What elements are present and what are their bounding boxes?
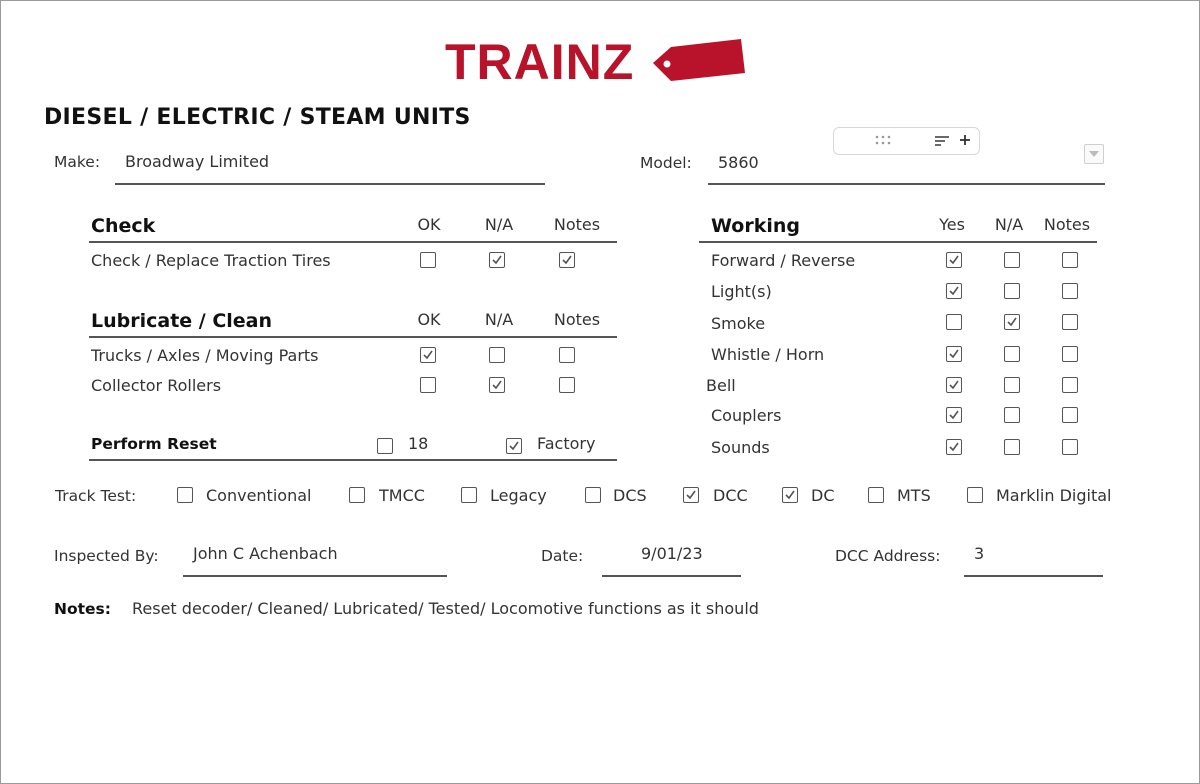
working-row-label: Sounds bbox=[711, 438, 770, 457]
track-test-option-label: DCS bbox=[613, 486, 647, 505]
working-row-yes-checkbox[interactable] bbox=[946, 377, 962, 393]
track-test-checkbox[interactable] bbox=[177, 487, 193, 503]
lubricate-row-na-checkbox[interactable] bbox=[489, 347, 505, 363]
date-field[interactable]: 9/01/23 bbox=[641, 544, 703, 563]
track-test-checkbox[interactable] bbox=[349, 487, 365, 503]
perform-reset-label: Perform Reset bbox=[91, 435, 217, 453]
table-control-toolbar bbox=[833, 127, 980, 155]
inspected-by-field[interactable]: John C Achenbach bbox=[193, 544, 338, 563]
working-row-label: Whistle / Horn bbox=[711, 345, 825, 364]
price-tag-icon bbox=[653, 37, 745, 81]
track-test-checkbox[interactable] bbox=[868, 487, 884, 503]
working-row-notes-checkbox[interactable] bbox=[1062, 252, 1078, 268]
lubricate-row-notes-checkbox[interactable] bbox=[559, 377, 575, 393]
working-row-label: Smoke bbox=[711, 314, 766, 333]
working-row-notes-checkbox[interactable] bbox=[1062, 407, 1078, 423]
working-row-yes-checkbox[interactable] bbox=[946, 314, 962, 330]
working-row-na-checkbox[interactable] bbox=[1004, 407, 1020, 423]
track-test-option-label: DC bbox=[811, 486, 835, 505]
form-title: DIESEL / ELECTRIC / STEAM UNITS bbox=[44, 105, 471, 130]
date-underline bbox=[602, 575, 741, 577]
working-col-notes: Notes bbox=[1043, 215, 1091, 234]
lubricate-row-label: Trucks / Axles / Moving Parts bbox=[91, 346, 319, 365]
notes-text[interactable]: Reset decoder/ Cleaned/ Lubricated/ Tested/ Locomotive functions as it should bbox=[132, 599, 759, 618]
date-label: Date: bbox=[541, 547, 584, 565]
lubricate-header: Lubricate / Clean bbox=[91, 310, 273, 332]
working-row-notes-checkbox[interactable] bbox=[1062, 439, 1078, 455]
dcc-address-underline bbox=[964, 575, 1103, 577]
check-row-ok-checkbox[interactable] bbox=[420, 252, 436, 268]
track-test-option-label: MTS bbox=[897, 486, 931, 505]
working-row-yes-checkbox[interactable] bbox=[946, 407, 962, 423]
lubricate-divider bbox=[89, 336, 617, 338]
notes-label: Notes: bbox=[54, 600, 111, 618]
model-underline bbox=[708, 183, 1105, 185]
working-row-notes-checkbox[interactable] bbox=[1062, 377, 1078, 393]
working-row-label: Light(s) bbox=[711, 282, 772, 301]
track-test-checkbox[interactable] bbox=[683, 487, 699, 503]
track-test-option-label: Conventional bbox=[206, 486, 312, 505]
model-label: Model: bbox=[640, 154, 692, 172]
track-test-option-label: DCC bbox=[713, 486, 748, 505]
working-row-na-checkbox[interactable] bbox=[1004, 283, 1020, 299]
track-test-checkbox[interactable] bbox=[461, 487, 477, 503]
track-test-checkbox[interactable] bbox=[967, 487, 983, 503]
working-row-label: Couplers bbox=[711, 406, 782, 425]
chevron-down-icon bbox=[1089, 151, 1099, 157]
track-test-option-label: Legacy bbox=[490, 486, 547, 505]
reset-factory-label: Factory bbox=[537, 434, 596, 453]
working-header: Working bbox=[711, 215, 800, 237]
dcc-address-field[interactable]: 3 bbox=[974, 544, 985, 563]
model-field[interactable]: 5860 bbox=[718, 153, 759, 172]
working-row-na-checkbox[interactable] bbox=[1004, 252, 1020, 268]
reset-18-label: 18 bbox=[408, 434, 429, 453]
working-row-label: Bell bbox=[706, 376, 736, 395]
working-divider bbox=[699, 241, 1097, 243]
lubricate-col-ok: OK bbox=[417, 310, 441, 329]
check-col-notes: Notes bbox=[553, 215, 601, 234]
lubricate-row-ok-checkbox[interactable] bbox=[420, 347, 436, 363]
track-test-label: Track Test: bbox=[55, 487, 137, 505]
add-icon[interactable] bbox=[958, 133, 972, 147]
working-row-yes-checkbox[interactable] bbox=[946, 439, 962, 455]
inspected-by-underline bbox=[183, 575, 447, 577]
working-row-na-checkbox[interactable] bbox=[1004, 346, 1020, 362]
check-row-na-checkbox[interactable] bbox=[489, 252, 505, 268]
check-col-na: N/A bbox=[484, 215, 514, 234]
reset-18-checkbox[interactable] bbox=[377, 438, 393, 454]
drag-handle-icon[interactable] bbox=[874, 135, 892, 145]
check-divider bbox=[89, 241, 617, 243]
lubricate-row-ok-checkbox[interactable] bbox=[420, 377, 436, 393]
working-col-na: N/A bbox=[994, 215, 1024, 234]
track-test-checkbox[interactable] bbox=[585, 487, 601, 503]
working-row-label: Forward / Reverse bbox=[711, 251, 856, 270]
working-col-yes: Yes bbox=[939, 215, 965, 234]
track-test-checkbox[interactable] bbox=[782, 487, 798, 503]
dropdown-toggle[interactable] bbox=[1084, 144, 1104, 164]
lubricate-col-notes: Notes bbox=[553, 310, 601, 329]
working-row-yes-checkbox[interactable] bbox=[946, 283, 962, 299]
working-row-notes-checkbox[interactable] bbox=[1062, 283, 1078, 299]
reset-factory-checkbox[interactable] bbox=[506, 438, 522, 454]
check-row-label: Check / Replace Traction Tires bbox=[91, 251, 331, 270]
check-header: Check bbox=[91, 215, 156, 237]
working-row-yes-checkbox[interactable] bbox=[946, 252, 962, 268]
working-row-na-checkbox[interactable] bbox=[1004, 439, 1020, 455]
make-label: Make: bbox=[54, 153, 101, 171]
lubricate-row-notes-checkbox[interactable] bbox=[559, 347, 575, 363]
lubricate-row-label: Collector Rollers bbox=[91, 376, 222, 395]
logo-text: TRAINZ bbox=[445, 34, 635, 90]
sort-icon[interactable] bbox=[934, 134, 950, 148]
inspected-by-label: Inspected By: bbox=[54, 547, 159, 565]
lubricate-row-na-checkbox[interactable] bbox=[489, 377, 505, 393]
check-col-ok: OK bbox=[417, 215, 441, 234]
working-row-na-checkbox[interactable] bbox=[1004, 377, 1020, 393]
make-underline bbox=[115, 183, 545, 185]
lubricate-col-na: N/A bbox=[484, 310, 514, 329]
track-test-option-label: Marklin Digital bbox=[996, 486, 1112, 505]
check-row-notes-checkbox[interactable] bbox=[559, 252, 575, 268]
dcc-address-label: DCC Address: bbox=[835, 547, 941, 565]
make-field[interactable]: Broadway Limited bbox=[125, 152, 270, 171]
working-row-notes-checkbox[interactable] bbox=[1062, 314, 1078, 330]
working-row-na-checkbox[interactable] bbox=[1004, 314, 1020, 330]
working-row-yes-checkbox[interactable] bbox=[946, 346, 962, 362]
reset-underline bbox=[89, 459, 617, 461]
trainz-logo bbox=[441, 31, 746, 89]
working-row-notes-checkbox[interactable] bbox=[1062, 346, 1078, 362]
track-test-option-label: TMCC bbox=[379, 486, 425, 505]
